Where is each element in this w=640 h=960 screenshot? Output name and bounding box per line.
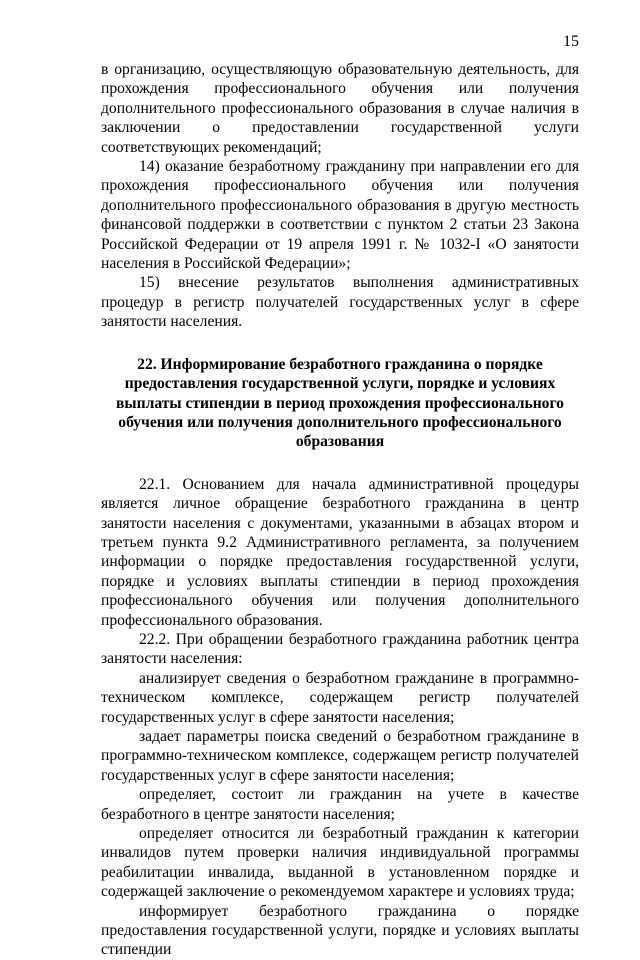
paragraph: задает параметры поиска сведений о безработном гражданине в программно-техническом комплексе, содержащем регистр получателей государственных услуг в сфере занятости населения; <box>101 728 579 784</box>
paragraph: в организацию, осуществляющую образовательную деятельность, для прохождения профессионального обучения или получения дополнительного профессионального образования в случае наличия в заключении о предоставлении государственной услуги соответствующих рекомендаций; <box>101 61 579 156</box>
paragraph: 22.2. При обращении безработного гражданина работник центра занятости населения: <box>101 630 579 668</box>
paragraph: 15) внесение результатов выполнения административных процедур в регистр получателей государственных услуг в сфере занятости населения. <box>101 274 579 331</box>
paragraph: 22.1. Основанием для начала административной процедуры является личное обращение безработного гражданина в центр занятости населения с документами, указанными в абзацах втором и третьем пункта 9.2 Административного регламента, за получением информации о порядке предоставления государственной услуги, порядке и условиях выплаты стипендии в период прохождения профессионального обучения или получения дополнительного профессионального образования. <box>101 475 579 629</box>
page-number: 15 <box>563 33 579 50</box>
paragraph: информирует безработного гражданина о порядке предоставления государственной услуги, порядке и условиях выплаты стипендии <box>101 902 579 959</box>
section-heading: 22. Информирование безработного гражданина о порядке предоставления государственной услуги, порядке и условиях выплаты стипендии в период прохождения профессионального обучения или получения дополнительного профессионального образования <box>116 355 564 451</box>
paragraph: определяет относится ли безработный гражданин к категории инвалидов путем проверки наличия индивидуальной программы реабилитации инвалида, выданной в установленном порядке и содержащей заключение о рекомендуемом характере и условиях труда; <box>101 825 579 901</box>
paragraph: анализирует сведения о безработном гражданине в программно-техническом комплексе, содержащем регистр получателей государственных услуг в сфере занятости населения; <box>101 669 579 726</box>
paragraph: определяет, состоит ли гражданин на учете в качестве безработного в центре занятости населения; <box>101 786 579 823</box>
document-body <box>101 60 579 960</box>
paragraph: 14) оказание безработному гражданину при направлении его для прохождения профессионального обучения или получения дополнительного профессионального образования в другую местность финансовой поддержки в соответствии с пунктом 2 статьи 23 Закона Российской Федерации от 19 апреля 1991 г. № 1032-I «О занятости населения в Российской Федерации»; <box>101 158 579 273</box>
